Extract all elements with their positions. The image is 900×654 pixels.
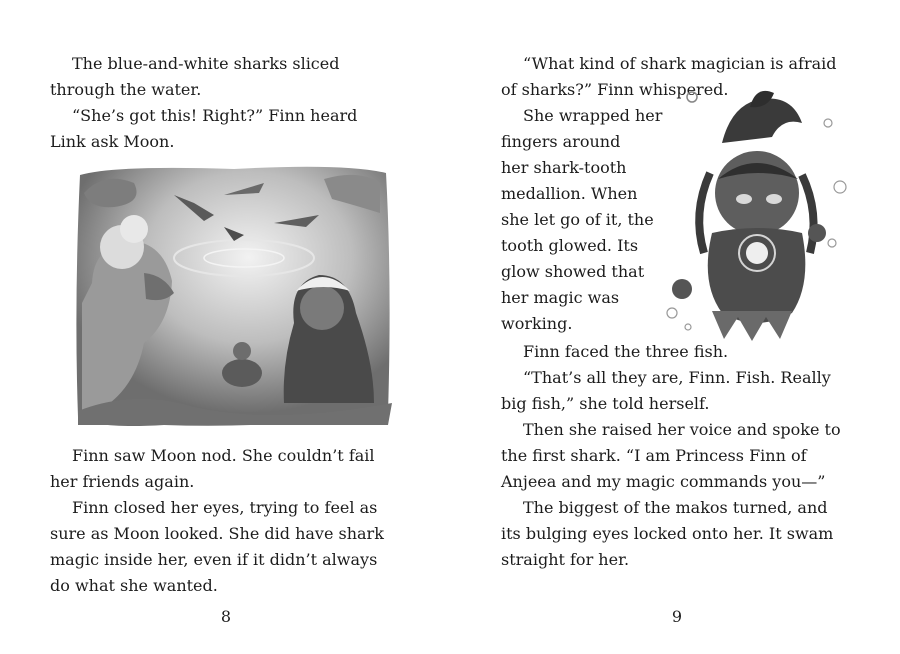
- right-page: [450, 0, 900, 654]
- paragraph: Then she raised her voice and spoke to the first shark. “I am Princess Finn of Anjeea and my magic commands you—”: [501, 420, 841, 491]
- wrapped-line: fingers around: [501, 132, 621, 151]
- wrapped-paragraph: [501, 103, 663, 337]
- paragraph: Finn closed her eyes, trying to feel as sure as Moon looked. She did have shark magic inside her, even if it didn’t always do what she wanted.: [50, 498, 384, 595]
- page-number: 9: [671, 607, 683, 626]
- right-text-after: [501, 339, 850, 573]
- wrapped-line: She wrapped her: [523, 106, 663, 125]
- paragraph: The biggest of the makos turned, and its bulging eyes locked onto her. It swam straight for her.: [501, 498, 834, 569]
- wrapped-line: glow showed that: [501, 262, 645, 281]
- paragraph: “She’s got this! Right?” Finn heard Link ask Moon.: [50, 106, 358, 151]
- magician-illustration: [652, 83, 852, 343]
- paragraph: Finn faced the three fish.: [523, 342, 729, 361]
- paragraph: “That’s all they are, Finn. Fish. Really big fish,” she told herself.: [501, 368, 831, 413]
- left-text-top: [50, 51, 398, 155]
- paragraph: “What kind of shark magician is afraid of sharks?” Finn whispered.: [501, 54, 837, 99]
- wrapped-line: her shark-tooth: [501, 158, 627, 177]
- paragraph: The blue-and-white sharks sliced through the water.: [50, 54, 340, 99]
- wrapped-line: working.: [501, 314, 573, 333]
- underwater-illustration: [74, 163, 392, 429]
- paragraph: Finn saw Moon nod. She couldn’t fail her friends again.: [50, 446, 375, 491]
- wrapped-line: her magic was: [501, 288, 620, 307]
- left-text-bottom: [50, 443, 398, 599]
- page-number: 8: [220, 607, 232, 626]
- wrapped-line: she let go of it, the: [501, 210, 654, 229]
- wrapped-line: medallion. When: [501, 184, 638, 203]
- wrapped-line: tooth glowed. Its: [501, 236, 639, 255]
